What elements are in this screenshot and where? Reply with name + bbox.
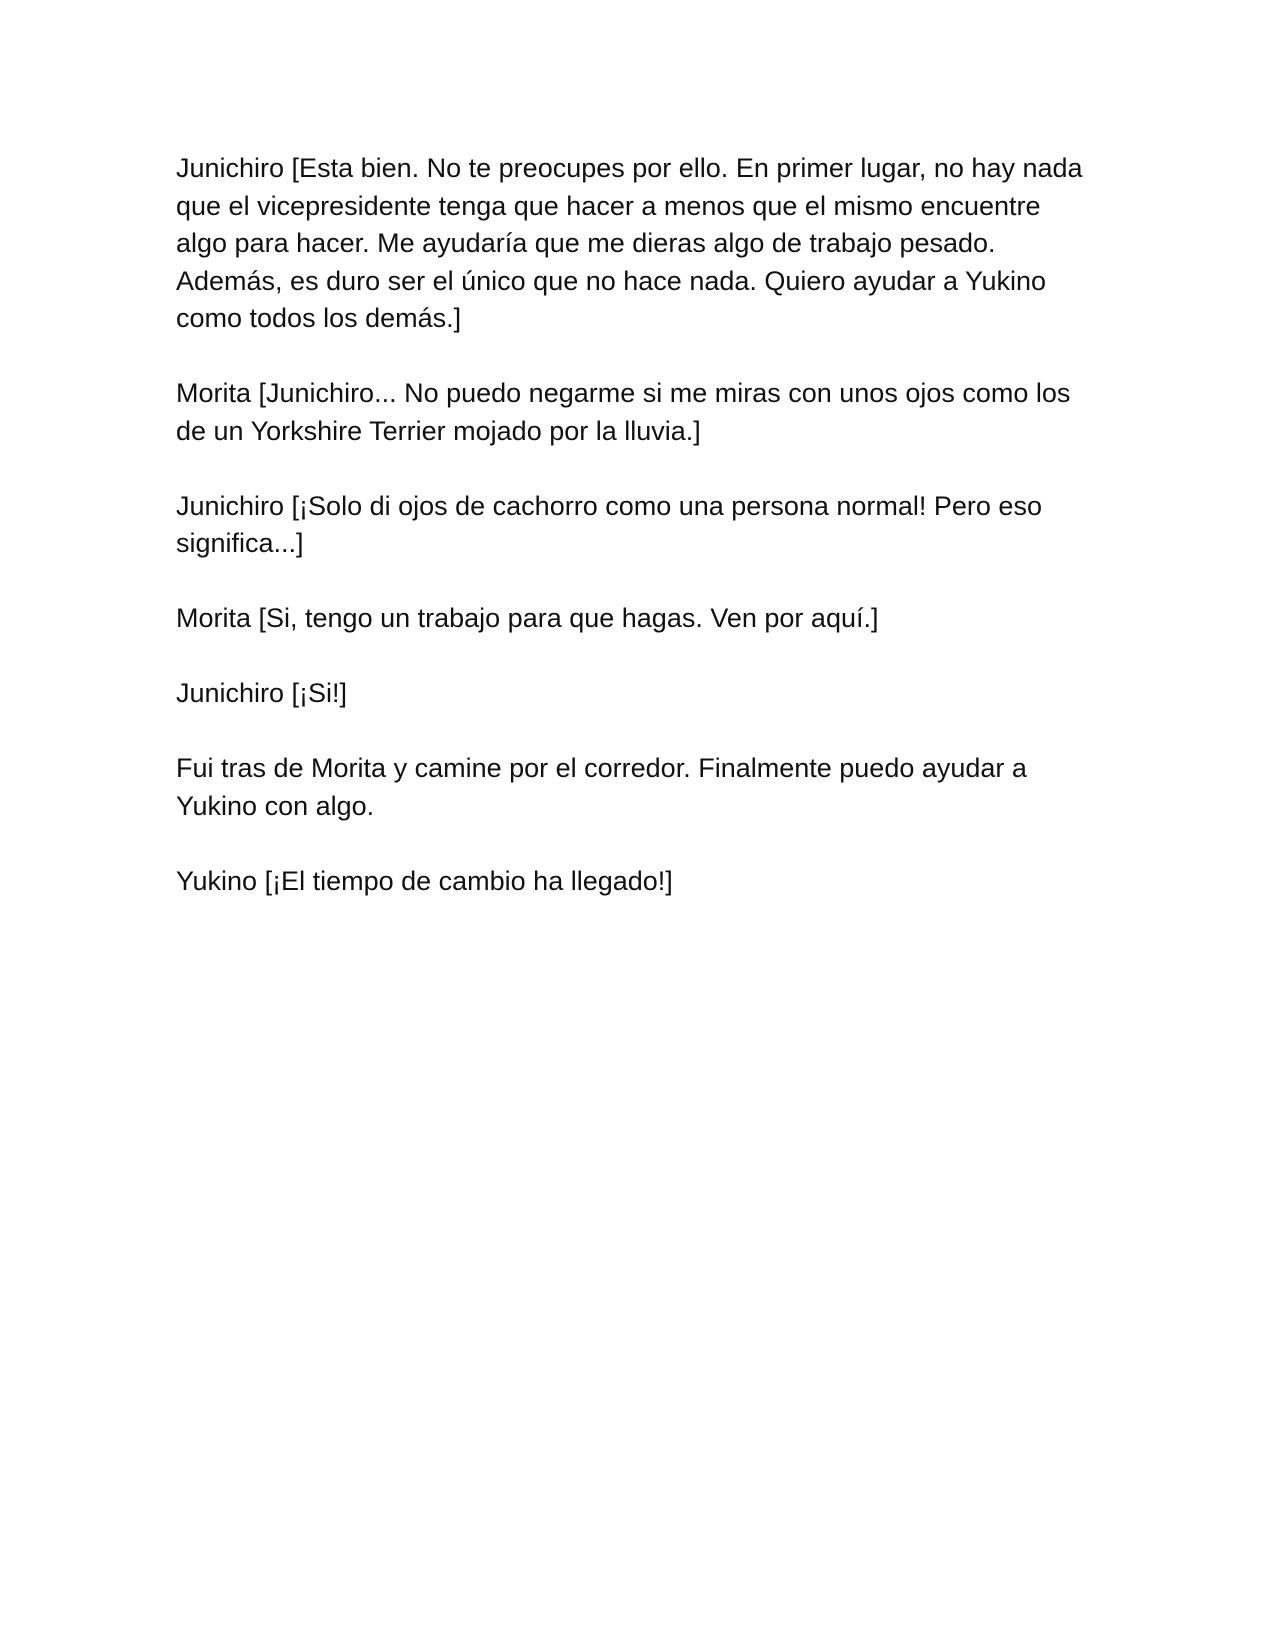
paragraph-1: Junichiro [Esta bien. No te preocupes por ello. En primer lugar, no hay nada que el vicepresidente tenga que hacer a menos que el mismo encuentre algo para hacer. Me ayudaría que me dieras algo de trabajo pesado. Además, es duro ser el único que no hace nada. Quiero ayudar a Yukino como todos los demás.]	[176, 153, 1083, 333]
paragraph-5: Junichiro [¡Si!]	[176, 678, 348, 708]
paragraph-7: Yukino [¡El tiempo de cambio ha llegado!]	[176, 865, 673, 896]
document-body	[176, 150, 1096, 938]
paragraph-2: Morita [Junichiro... No puedo negarme si me miras con unos ojos como los de un Yorkshire Terrier mojado por la lluvia.]	[176, 378, 1071, 446]
paragraph-4: Morita [Si, tengo un trabajo para que hagas. Ven por aquí.]	[176, 603, 879, 633]
paragraph-3: Junichiro [¡Solo di ojos de cachorro como una persona normal! Pero eso significa...]	[176, 490, 1042, 558]
paragraph-6: Fui tras de Morita y camine por el corredor. Finalmente puedo ayudar a Yukino con algo.	[176, 753, 1027, 821]
